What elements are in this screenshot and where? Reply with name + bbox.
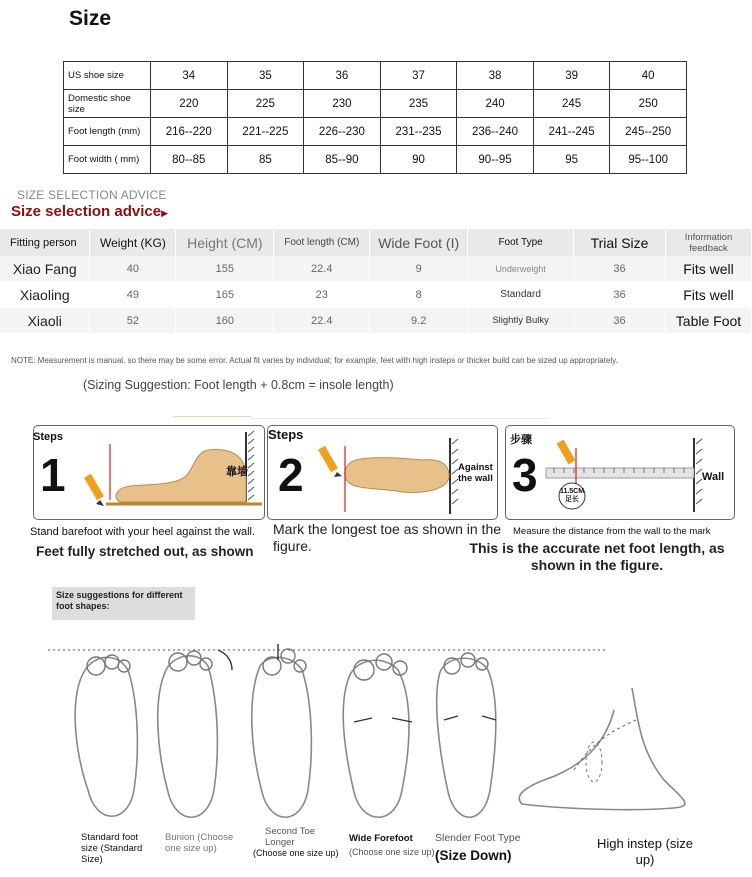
row-header: Domestic shoe size bbox=[64, 90, 151, 118]
step-3-detail: This is the accurate net foot length, as shown in the figure. bbox=[469, 540, 725, 573]
table-cell: 220 bbox=[151, 90, 228, 118]
divider bbox=[173, 416, 251, 417]
fit-cell-name: Xiaoli bbox=[0, 308, 90, 334]
fit-cell: Standard bbox=[468, 282, 574, 308]
foot-label-bunion: Bunion (Choose one size up) bbox=[165, 832, 234, 854]
table-cell: 216--220 bbox=[151, 118, 228, 146]
measurement-note: NOTE: Measurement is manual, so there may be some error. Actual fit varies by individual; for example, feet with high insteps or thicker build can be sized up appropriately. bbox=[11, 356, 618, 365]
col-header: Weight (KG) bbox=[90, 229, 176, 256]
page-title: Size bbox=[69, 7, 112, 30]
col-header: Fitting person bbox=[0, 229, 90, 256]
table-cell: 90 bbox=[380, 146, 457, 174]
table-cell: 245--250 bbox=[610, 118, 687, 146]
step-1-caption: Stand barefoot with your heel against the wall. bbox=[30, 526, 256, 538]
col-header: Foot length (CM) bbox=[274, 229, 370, 256]
table-cell: 35 bbox=[227, 62, 304, 90]
wall-label: Wall bbox=[702, 471, 725, 483]
row-header: US shoe size bbox=[64, 62, 151, 90]
fit-cell: 40 bbox=[90, 256, 176, 282]
table-row bbox=[64, 146, 687, 174]
sizing-suggestion: (Sizing Suggestion: Foot length + 0.8cm = insole length) bbox=[83, 378, 394, 392]
fit-cell: 9 bbox=[370, 256, 468, 282]
table-row bbox=[0, 256, 752, 282]
measure-tag: 11.5CM 足长 bbox=[559, 488, 585, 503]
step-1-detail: Feet fully stretched out, as shown bbox=[36, 544, 254, 559]
col-header: Foot Type bbox=[468, 229, 574, 256]
table-cell: 95--100 bbox=[610, 146, 687, 174]
table-cell: 85 bbox=[227, 146, 304, 174]
foot-shapes-tag: Size suggestions for different foot shapes: bbox=[52, 587, 195, 620]
fit-cell: 9.2 bbox=[370, 308, 468, 334]
table-cell: 221--225 bbox=[227, 118, 304, 146]
fit-cell: 49 bbox=[90, 282, 176, 308]
table-cell: 37 bbox=[380, 62, 457, 90]
fit-cell-feedback: Fits well bbox=[665, 282, 751, 308]
fitting-table bbox=[0, 229, 752, 334]
step-2-panel bbox=[267, 425, 498, 520]
table-row bbox=[64, 90, 687, 118]
fit-cell: 22.4 bbox=[274, 308, 370, 334]
foot-label-wide: Wide Forefoot bbox=[349, 833, 413, 844]
table-cell: 250 bbox=[610, 90, 687, 118]
high-instep-illustration bbox=[514, 680, 714, 815]
table-cell: 245 bbox=[533, 90, 610, 118]
table-row bbox=[64, 118, 687, 146]
table-cell: 231--235 bbox=[380, 118, 457, 146]
table-cell: 225 bbox=[227, 90, 304, 118]
wall-label: Against the wall bbox=[458, 462, 493, 484]
fit-cell: 52 bbox=[90, 308, 176, 334]
table-cell: 39 bbox=[533, 62, 610, 90]
advice-heading-text: Size selection advice bbox=[11, 203, 162, 220]
fit-cell: 165 bbox=[176, 282, 274, 308]
step-label: Steps bbox=[268, 427, 304, 442]
fit-cell-feedback: Table Foot bbox=[665, 308, 751, 334]
foot-sublabel-second-toe: (Choose one size up) bbox=[253, 848, 339, 858]
triangle-right-icon: ▶ bbox=[161, 208, 168, 218]
table-cell: 235 bbox=[380, 90, 457, 118]
fit-cell: 22.4 bbox=[274, 256, 370, 282]
fit-cell: Underweight bbox=[468, 256, 574, 282]
table-row bbox=[0, 308, 752, 334]
col-header: Trial Size bbox=[574, 229, 666, 256]
divider bbox=[251, 418, 548, 419]
fit-cell-name: Xiao Fang bbox=[0, 256, 90, 282]
step-number: 3 bbox=[512, 449, 538, 501]
table-cell: 95 bbox=[533, 146, 610, 174]
table-cell: 34 bbox=[151, 62, 228, 90]
size-chart-table bbox=[63, 61, 687, 174]
foot-sublabel-slender: (Size Down) bbox=[435, 848, 512, 863]
foot-sublabel-wide: (Choose one size up) bbox=[349, 847, 435, 857]
table-cell: 226--230 bbox=[304, 118, 381, 146]
table-cell: 90--95 bbox=[457, 146, 534, 174]
fit-cell: 36 bbox=[574, 308, 666, 334]
fit-cell: 36 bbox=[574, 282, 666, 308]
foot-label-high-instep: High instep (size up) bbox=[596, 836, 694, 867]
foot-label-standard: Standard foot size (Standard Size) bbox=[81, 832, 143, 865]
step-label: Steps bbox=[33, 431, 63, 443]
table-cell: 85--90 bbox=[304, 146, 381, 174]
wall-label: 靠墙 bbox=[226, 466, 248, 478]
table-header-row bbox=[0, 229, 752, 256]
table-cell: 240 bbox=[457, 90, 534, 118]
step-3-panel bbox=[505, 425, 735, 520]
table-cell: 80--85 bbox=[151, 146, 228, 174]
table-cell: 236--240 bbox=[457, 118, 534, 146]
advice-heading bbox=[11, 203, 168, 220]
step-1-panel bbox=[33, 425, 265, 520]
foot-label-slender: Slender Foot Type bbox=[435, 832, 521, 844]
step-3-caption: Measure the distance from the wall to the mark bbox=[513, 526, 711, 537]
table-cell: 40 bbox=[610, 62, 687, 90]
step-number: 1 bbox=[40, 449, 66, 501]
fit-cell: 160 bbox=[176, 308, 274, 334]
fit-cell: Slightly Bulky bbox=[468, 308, 574, 334]
fit-cell: 8 bbox=[370, 282, 468, 308]
table-cell: 241--245 bbox=[533, 118, 610, 146]
step-2-caption: Mark the longest toe as shown in the figure. bbox=[273, 521, 502, 554]
row-header: Foot length (mm) bbox=[64, 118, 151, 146]
col-header: Wide Foot (I) bbox=[370, 229, 468, 256]
fit-cell-feedback: Fits well bbox=[665, 256, 751, 282]
fit-cell-name: Xiaoling bbox=[0, 282, 90, 308]
fit-cell: 36 bbox=[574, 256, 666, 282]
advice-heading-watermark: SIZE SELECTION ADVICE bbox=[17, 188, 167, 202]
step-label: 步骤 bbox=[510, 434, 532, 446]
table-row bbox=[64, 62, 687, 90]
foot-label-second-toe: Second Toe Longer bbox=[265, 826, 316, 848]
fit-cell: 23 bbox=[274, 282, 370, 308]
table-cell: 36 bbox=[304, 62, 381, 90]
col-header: Height (CM) bbox=[176, 229, 274, 256]
row-header: Foot width ( mm) bbox=[64, 146, 151, 174]
table-row bbox=[0, 282, 752, 308]
table-cell: 38 bbox=[457, 62, 534, 90]
fit-cell: 155 bbox=[176, 256, 274, 282]
table-cell: 230 bbox=[304, 90, 381, 118]
step-number: 2 bbox=[278, 449, 304, 501]
col-header: Information feedback bbox=[665, 229, 751, 256]
